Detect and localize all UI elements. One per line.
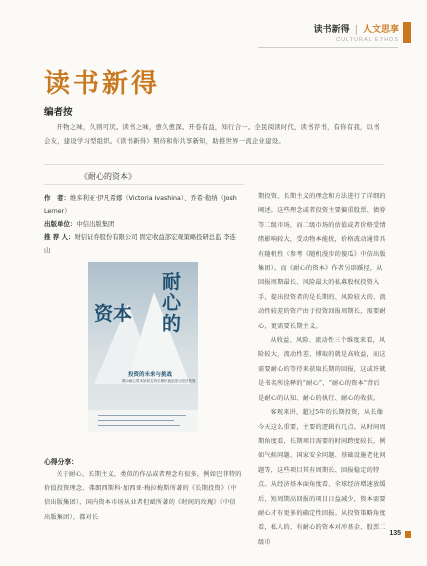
cover-title-right: 耐心的: [162, 271, 182, 335]
page-number: 135: [389, 530, 401, 537]
review-paragraph: 客观来讲，超过5年的长期投资，从长像今天这么重要，主要的逻辑有几点。从时间周期角度看，长期项目需要的时间跨度较长，例如气候问题、国家安全问题、基础设施老化问题等，这些项目其有周期长、回报稳定的特点。从经济基本面角度看，全球经济增速放缓后，短周期高回报的项目日益减少，资本需要耐心才有更多的确定性回报。从投资策略角度看，私人的、有耐心的资本对冲基金、股票二级市: [258, 409, 386, 546]
header-english: CULTURAL ETHOS: [336, 37, 399, 43]
author-row: [44, 192, 242, 218]
author-label: 作 者：: [44, 194, 70, 202]
page-number-marker: [405, 531, 411, 538]
cover-title-left: 资本: [94, 303, 133, 325]
editor-note-heading: 编者按: [44, 107, 73, 118]
book-cover-image: [88, 262, 198, 432]
cover-text-line: [98, 425, 180, 426]
book-info: [44, 192, 242, 257]
cover-text-line: [98, 420, 174, 421]
review-right-column: [258, 190, 386, 550]
recommender-value: 财信证券股份有限公司 固定收益部宏观策略投研总监 李连山: [44, 234, 236, 254]
publisher-value: 中信出版集团: [76, 221, 115, 228]
book-title: 《耐心的资本》: [80, 172, 136, 181]
author-value: 维多利亚·伊凡希娜（Victoria Ivashina）、乔希·勒纳（Josh Lerner）: [44, 195, 237, 215]
header-accent-block: [403, 22, 411, 43]
page-title: 读书新得: [44, 69, 161, 99]
recommender-row: [44, 231, 242, 257]
cover-text-line: [98, 415, 186, 416]
review-paragraph: 从收益、风险、流动性三个维度来看，风险较大、流动性差，博取的就是高收益，而这需要耐心的等待来获取长期的回报，这或许就是书名所诠释的“耐心”、“耐心的资本”背后是耐心的认知、耐心的执行、耐心的收获。: [258, 337, 386, 402]
cover-bottom-band: [88, 410, 198, 432]
publisher-label: 出版单位：: [44, 220, 77, 228]
publisher-row: [44, 218, 242, 231]
running-header: [314, 22, 411, 46]
header-column: 人文思享: [362, 25, 399, 35]
cover-tagline: 揭示耐心资本如何支持长期价值创造与经济发展: [122, 379, 196, 383]
review-heading: 心得分享：: [44, 458, 78, 466]
header-separator: |: [354, 25, 358, 35]
review-left-paragraph: 关于耐心、长期主义，类似的作品或者理念有很多，例如巴菲特的价值投资理念、弗朗西斯科·加西亚·梅拉梅斯所著的《长期投资》（中信出版集团）、国内资本市场从业者但斌所著的《时间的玫瑰》（中信出版集团），都对长: [44, 471, 242, 521]
header-section-label: [314, 22, 399, 35]
header-section: 读书新得: [313, 25, 350, 35]
section-divider: [44, 164, 384, 165]
review-paragraph: 期投资、长期主义的理念和方法进行了详细的阐述。这些理念或者投资主要偏重股票、债券等二级市场，而二级市场的估值或者价格受情绪影响较大，受动物本能扰，价格波动通常具有随机性（参考《随机漫步的傻瓜》中信出版集团）。而《耐心的资本》作者另辟蹊径，从回报周期最长、风险最大的私募股权投资入手，提出投资者的是长期的、风险较大的、流动性较差的资产由于投资回报周期长，需要耐心，更需要长期主义。: [258, 193, 386, 330]
editor-note-body: 开物之味，久则可厌。读书之味，愈久愈深。开卷有益，知行合一。全民阅读时代，读书荐书，有你有我，以书会友，建设学习型组织。《读书新得》期待和你共享新知，助推世界一流企业建设。: [44, 124, 380, 145]
cover-subtitle: 投资的未来与挑战: [128, 372, 173, 378]
header-rule: [258, 47, 398, 48]
recommender-label: 推 荐 人：: [44, 233, 75, 241]
book-title-rule: [44, 184, 244, 185]
